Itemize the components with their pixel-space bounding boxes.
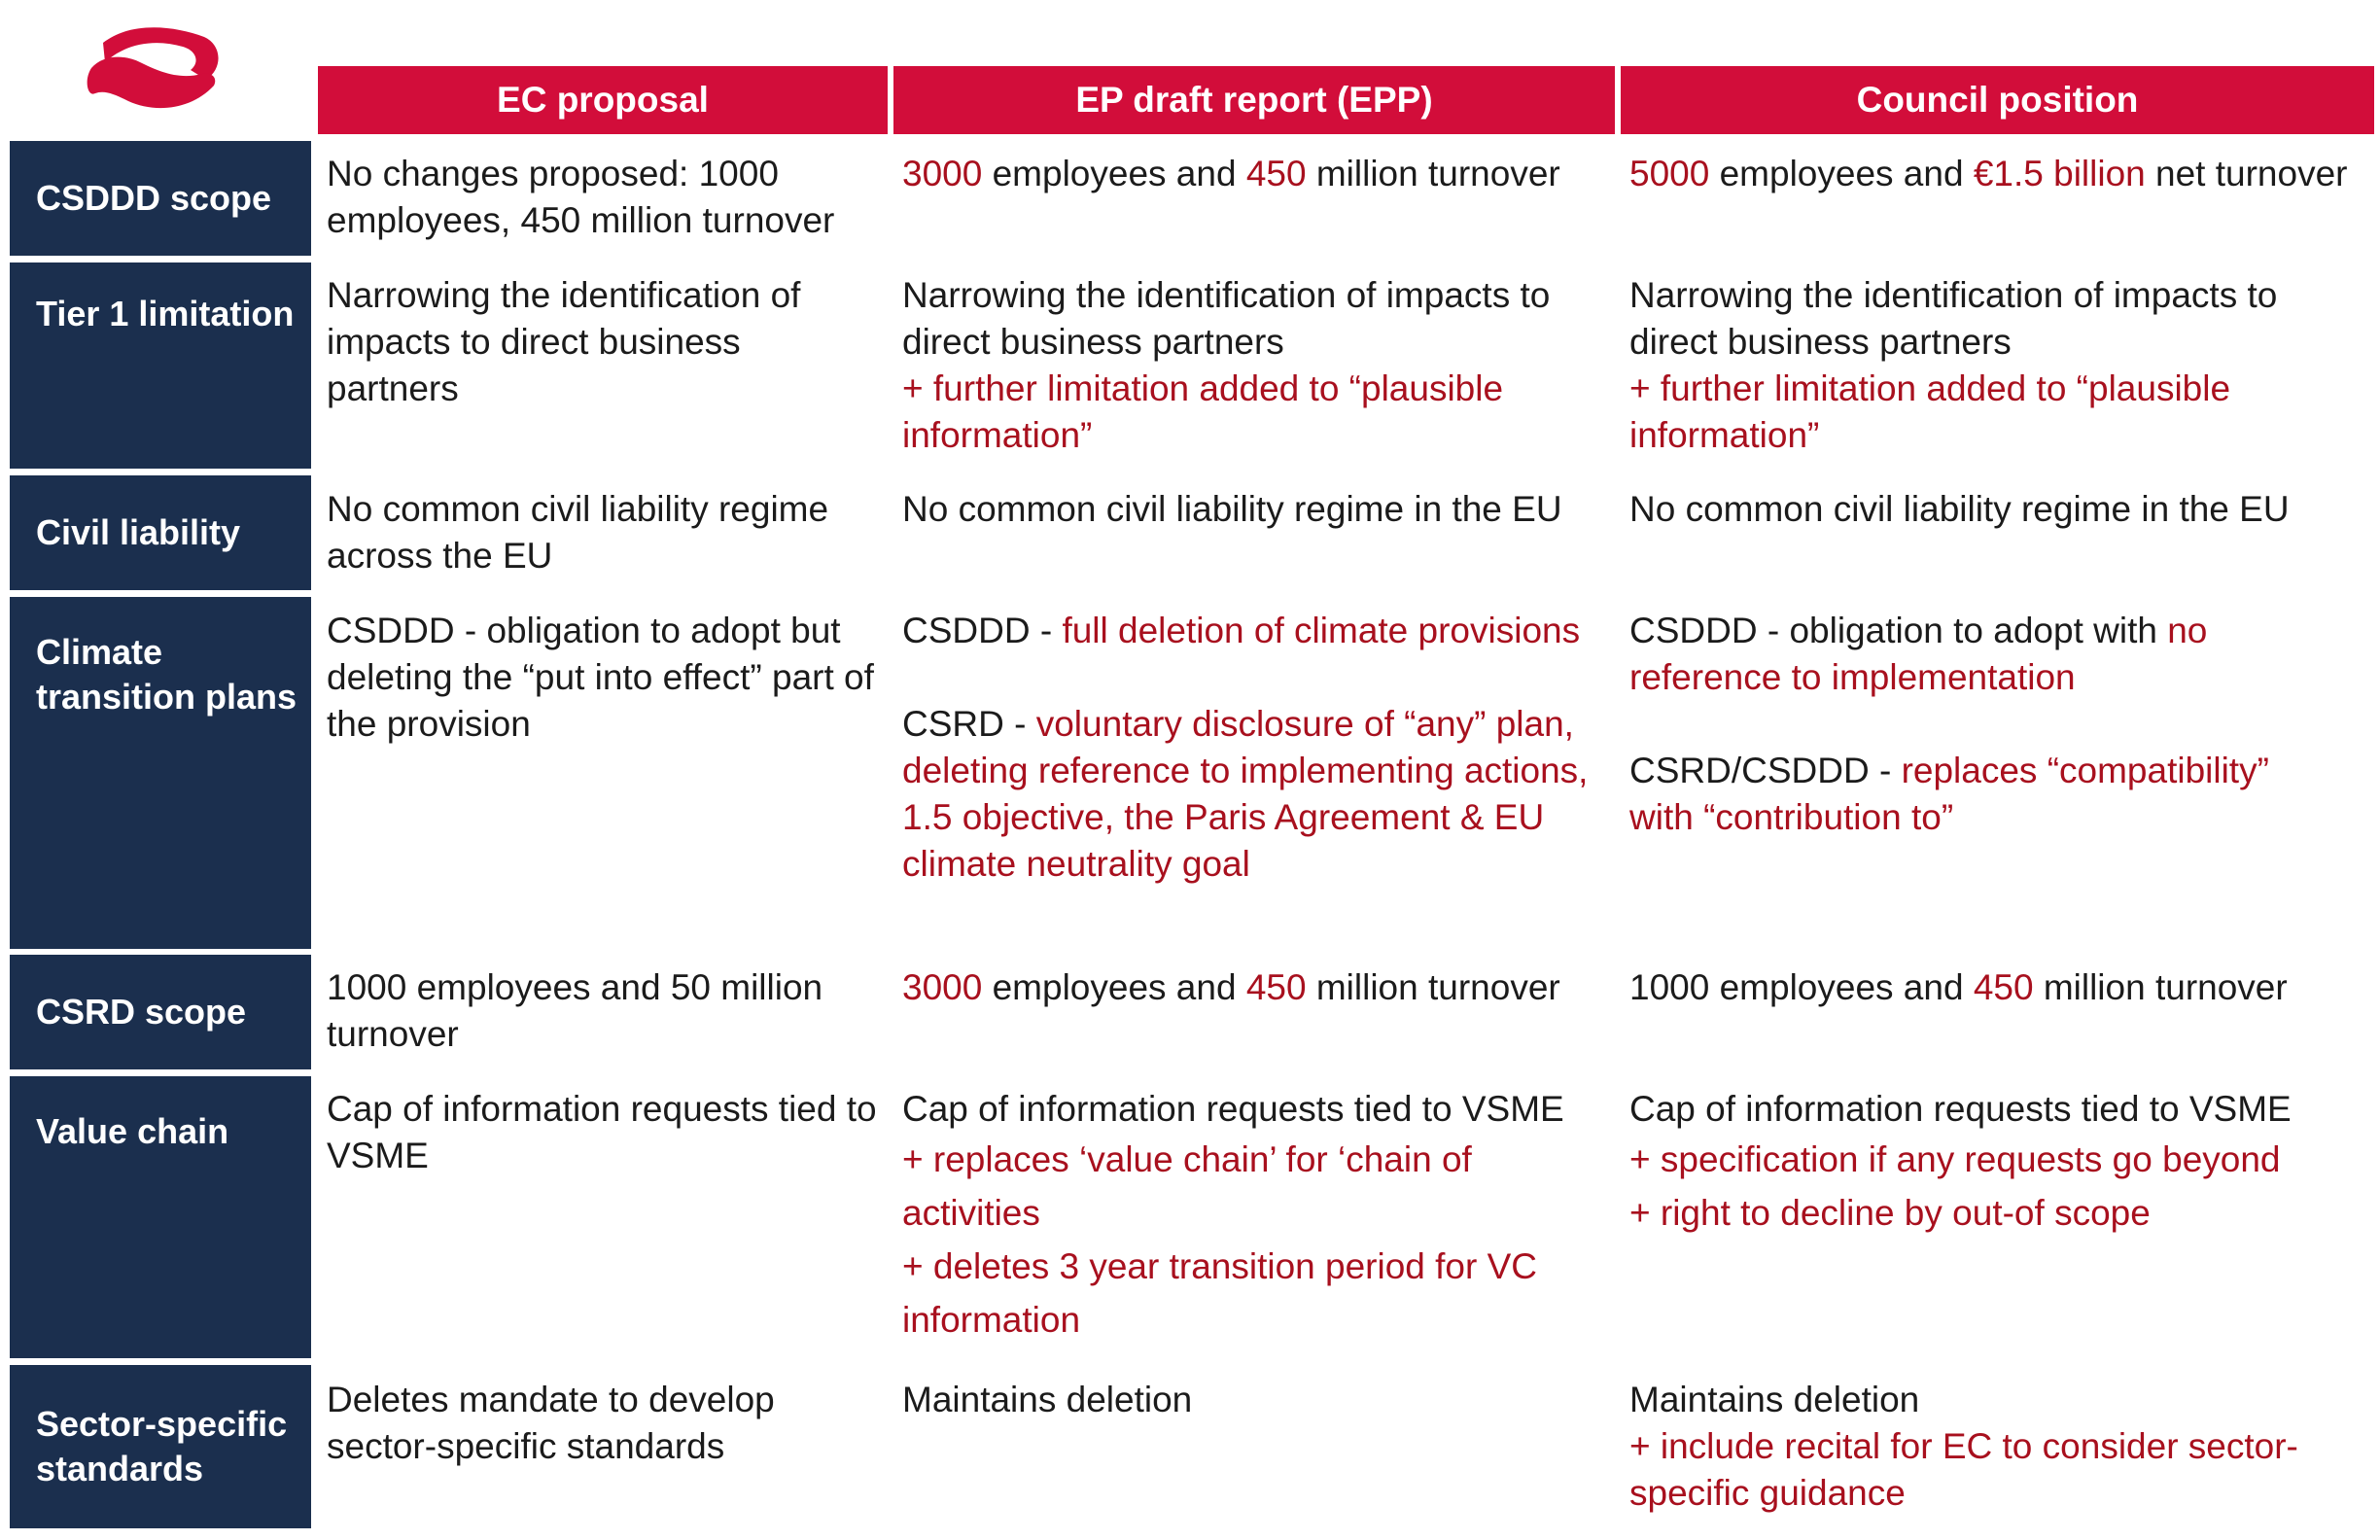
addition-text: + specification if any requests go beyond <box>1629 1139 2281 1179</box>
text: 1000 employees and <box>1629 967 1974 1007</box>
text: employees and <box>982 967 1246 1007</box>
text: employees and <box>982 154 1246 193</box>
text: Maintains deletion <box>1629 1380 1920 1419</box>
text: employees and <box>1709 154 1974 193</box>
cell-sector-ec: Deletes mandate to develop sector-specific standards <box>327 1380 775 1466</box>
highlight-text: full deletion of climate provisions <box>1062 611 1581 650</box>
cell-value-chain-ep <box>902 1086 1602 1347</box>
cell-climate-council <box>1629 608 2329 841</box>
addition-text: + further limitation added to “plausible information” <box>1629 368 2231 455</box>
text: Cap of information requests tied to VSME <box>1629 1089 2292 1129</box>
cell-csddd-scope-ep <box>902 151 1618 197</box>
column-header-council: Council position <box>1621 66 2374 134</box>
value-text: 450 <box>1973 967 2034 1007</box>
column-header-ep: EP draft report (EPP) <box>893 66 1615 134</box>
spacer <box>1629 701 2329 748</box>
row-header-climate: Climate transition plans <box>10 597 311 949</box>
text: Cap of information requests tied to VSME <box>902 1089 1564 1129</box>
cell-climate-ep <box>902 608 1618 888</box>
paragraph-csrd <box>902 701 1618 888</box>
cell-csddd-scope-council <box>1629 151 2368 197</box>
cell-value-chain-council <box>1629 1086 2372 1240</box>
value-text: 5000 <box>1629 154 1710 193</box>
addition-text: + further limitation added to “plausible information” <box>902 368 1504 455</box>
row-header-sector-specific: Sector-specific standards <box>10 1365 311 1528</box>
cell-civil-ec: No common civil liability regime across the EU <box>327 489 829 576</box>
cell-sector-ep: Maintains deletion <box>902 1380 1193 1419</box>
paragraph-csrd-csddd <box>1629 748 2329 841</box>
highlight-text: replaces “compatibility” with “contribution to” <box>1629 751 2269 837</box>
row-header-csddd-scope: CSDDD scope <box>10 141 311 256</box>
text: CSRD - <box>902 704 1036 744</box>
cell-tier1-ec: Narrowing the identification of impacts to direct business partners <box>327 275 801 408</box>
cell-csrd-scope-council <box>1629 964 2372 1011</box>
row-header-csrd-scope: CSRD scope <box>10 955 311 1069</box>
cell-csrd-scope-ec: 1000 employees and 50 million turnover <box>327 967 823 1054</box>
text: CSDDD - obligation to adopt with <box>1629 611 2168 650</box>
value-text: 3000 <box>902 967 983 1007</box>
text: CSDDD - <box>902 611 1063 650</box>
spacer <box>902 654 1618 701</box>
wave-logo-icon <box>84 25 226 115</box>
row-header-value-chain: Value chain <box>10 1076 311 1358</box>
cell-sector-council <box>1629 1377 2329 1517</box>
cell-value-chain-ec: Cap of information requests tied to VSME <box>327 1089 877 1175</box>
text: CSRD/CSDDD - <box>1629 751 1902 790</box>
text: million turnover <box>1306 154 1560 193</box>
text: net turnover <box>2145 154 2348 193</box>
paragraph-csddd <box>902 608 1618 654</box>
cell-climate-ec: CSDDD - obligation to adopt but deleting the “put into effect” part of the provision <box>327 611 874 744</box>
column-header-ec: EC proposal <box>318 66 888 134</box>
value-text: €1.5 billion <box>1973 154 2146 193</box>
cell-csddd-scope-ec: No changes proposed: 1000 employees, 450 million turnover <box>327 154 835 240</box>
cell-tier1-ep <box>902 272 1612 459</box>
addition-text: + right to decline by out-of scope <box>1629 1193 2151 1233</box>
highlight-text: no reference to implementation <box>1629 611 2208 697</box>
addition-text: + replaces ‘value chain’ for ‘chain of activities <box>902 1139 1472 1233</box>
text: million turnover <box>2033 967 2288 1007</box>
cell-tier1-council <box>1629 272 2339 459</box>
paragraph-csddd <box>1629 608 2329 701</box>
cell-csrd-scope-ep <box>902 964 1618 1011</box>
row-header-tier1: Tier 1 limitation <box>10 262 311 469</box>
value-text: 450 <box>1245 967 1307 1007</box>
text: million turnover <box>1306 967 1560 1007</box>
cell-civil-council: No common civil liability regime in the EU <box>1629 489 2290 529</box>
addition-text: + deletes 3 year transition period for VC information <box>902 1246 1537 1340</box>
highlight-text: voluntary disclosure of “any” plan, deleting reference to implementing actions, 1.5 objective, the Paris Agreement & EU climate neutrality goal <box>902 704 1589 884</box>
text: Narrowing the identification of impacts to direct business partners <box>1629 275 2278 362</box>
value-text: 3000 <box>902 154 983 193</box>
cell-civil-ep: No common civil liability regime in the EU <box>902 489 1562 529</box>
text: Narrowing the identification of impacts to direct business partners <box>902 275 1551 362</box>
value-text: 450 <box>1245 154 1307 193</box>
addition-text: + include recital for EC to consider sector-specific guidance <box>1629 1426 2298 1513</box>
row-header-civil-liability: Civil liability <box>10 475 311 590</box>
